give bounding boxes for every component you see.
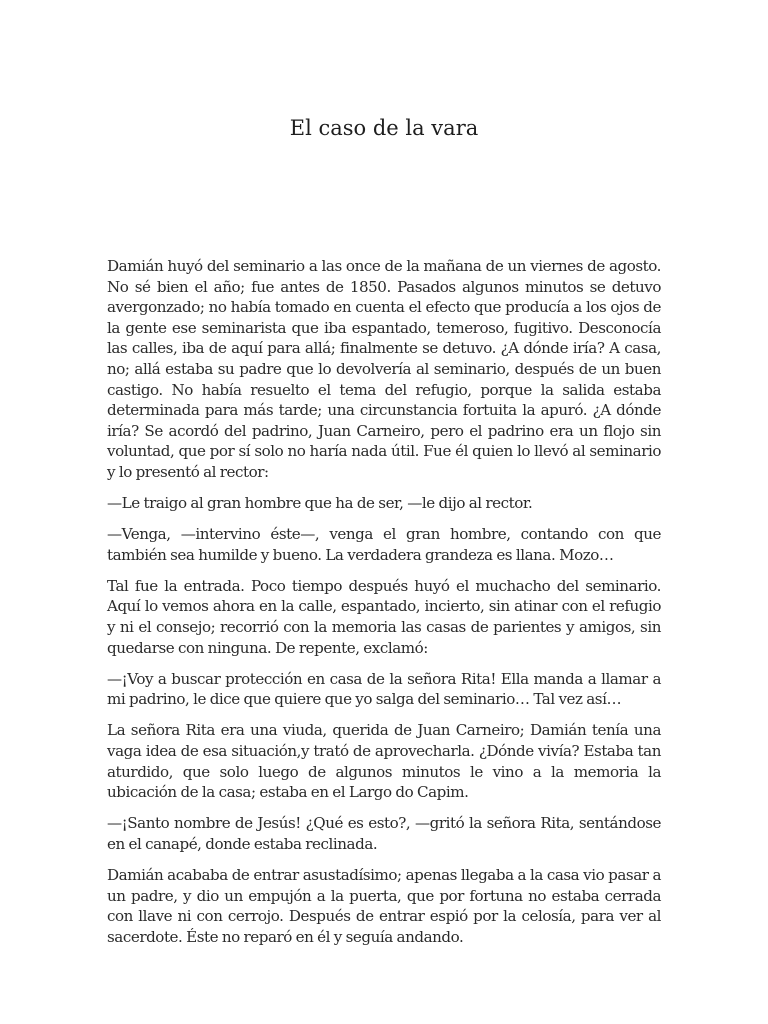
paragraph: —¡Santo nombre de Jesús! ¿Qué es esto?, —gritó la señora Rita, sentándose en el canapé, donde estaba reclinada. [107,814,661,853]
paragraph: —Venga, —intervino éste—, venga el gran hombre, contando con que también sea humilde y bueno. La verdadera grandeza es llana. Mozo… [107,525,661,564]
paragraph: Tal fue la entrada. Poco tiempo después huyó el muchacho del seminario. Aquí lo vemos ahora en la calle, espantado, incierto, sin atinar con el refugio y ni el consejo; recorrió con la memoria las casas de parientes y amigos, sin quedarse con ninguna. De repente, exclamó: [107,576,661,657]
paragraph: La señora Rita era una viuda, querida de Juan Carneiro; Damián tenía una vaga idea de esa situación,y trató de aprovecharla. ¿Dónde vivía? Estaba tan aturdido, que solo luego de algunos minutos le vino a la memoria la ubicación de la casa; estaba en el Largo do Capim. [107,721,661,802]
paragraph: —¡Voy a buscar protección en casa de la señora Rita! Ella manda a llamar a mi padrino, le dice que quiere que yo salga del seminario… Tal vez así… [107,669,661,709]
document-body [107,256,661,958]
paragraph: —Le traigo al gran hombre que ha de ser, —le dijo al rector. [107,494,533,513]
paragraph: Damián acababa de entrar asustadísimo; apenas llegaba a la casa vio pasar a un padre, y dio un empujón a la puerta, que por fortuna no estaba cerrada con llave ni con cerrojo. Después de entrar espió por la celosía, para ver al sacerdote. Éste no reparó en él y seguía andando. [107,865,661,946]
document-title: El caso de la vara [289,116,479,140]
paragraph: Damián huyó del seminario a las once de la mañana de un viernes de agosto. No sé bien el año; fue antes de 1850. Pasados algunos minutos se detuvo avergonzado; no había tomado en cuenta el efecto que producía a los ojos de la gente ese seminarista que iba espantado, temeroso, fugitivo. Desconocía las calles, iba de aquí para allá; finalmente se detuvo. ¿A dónde iría? A casa, no; allá estaba su padre que lo devolvería al seminario, después de un buen castigo. No había resuelto el tema del refugio, porque la salida estaba determinada para más tarde; una circunstancia fortuita la apuró. ¿A dónde iría? Se acordó del padrino, Juan Carneiro, pero el padrino era un flojo sin voluntad, que por sí solo no haría nada útil. Fue él quien lo llevó al seminario y lo presentó al rector: [107,257,661,481]
